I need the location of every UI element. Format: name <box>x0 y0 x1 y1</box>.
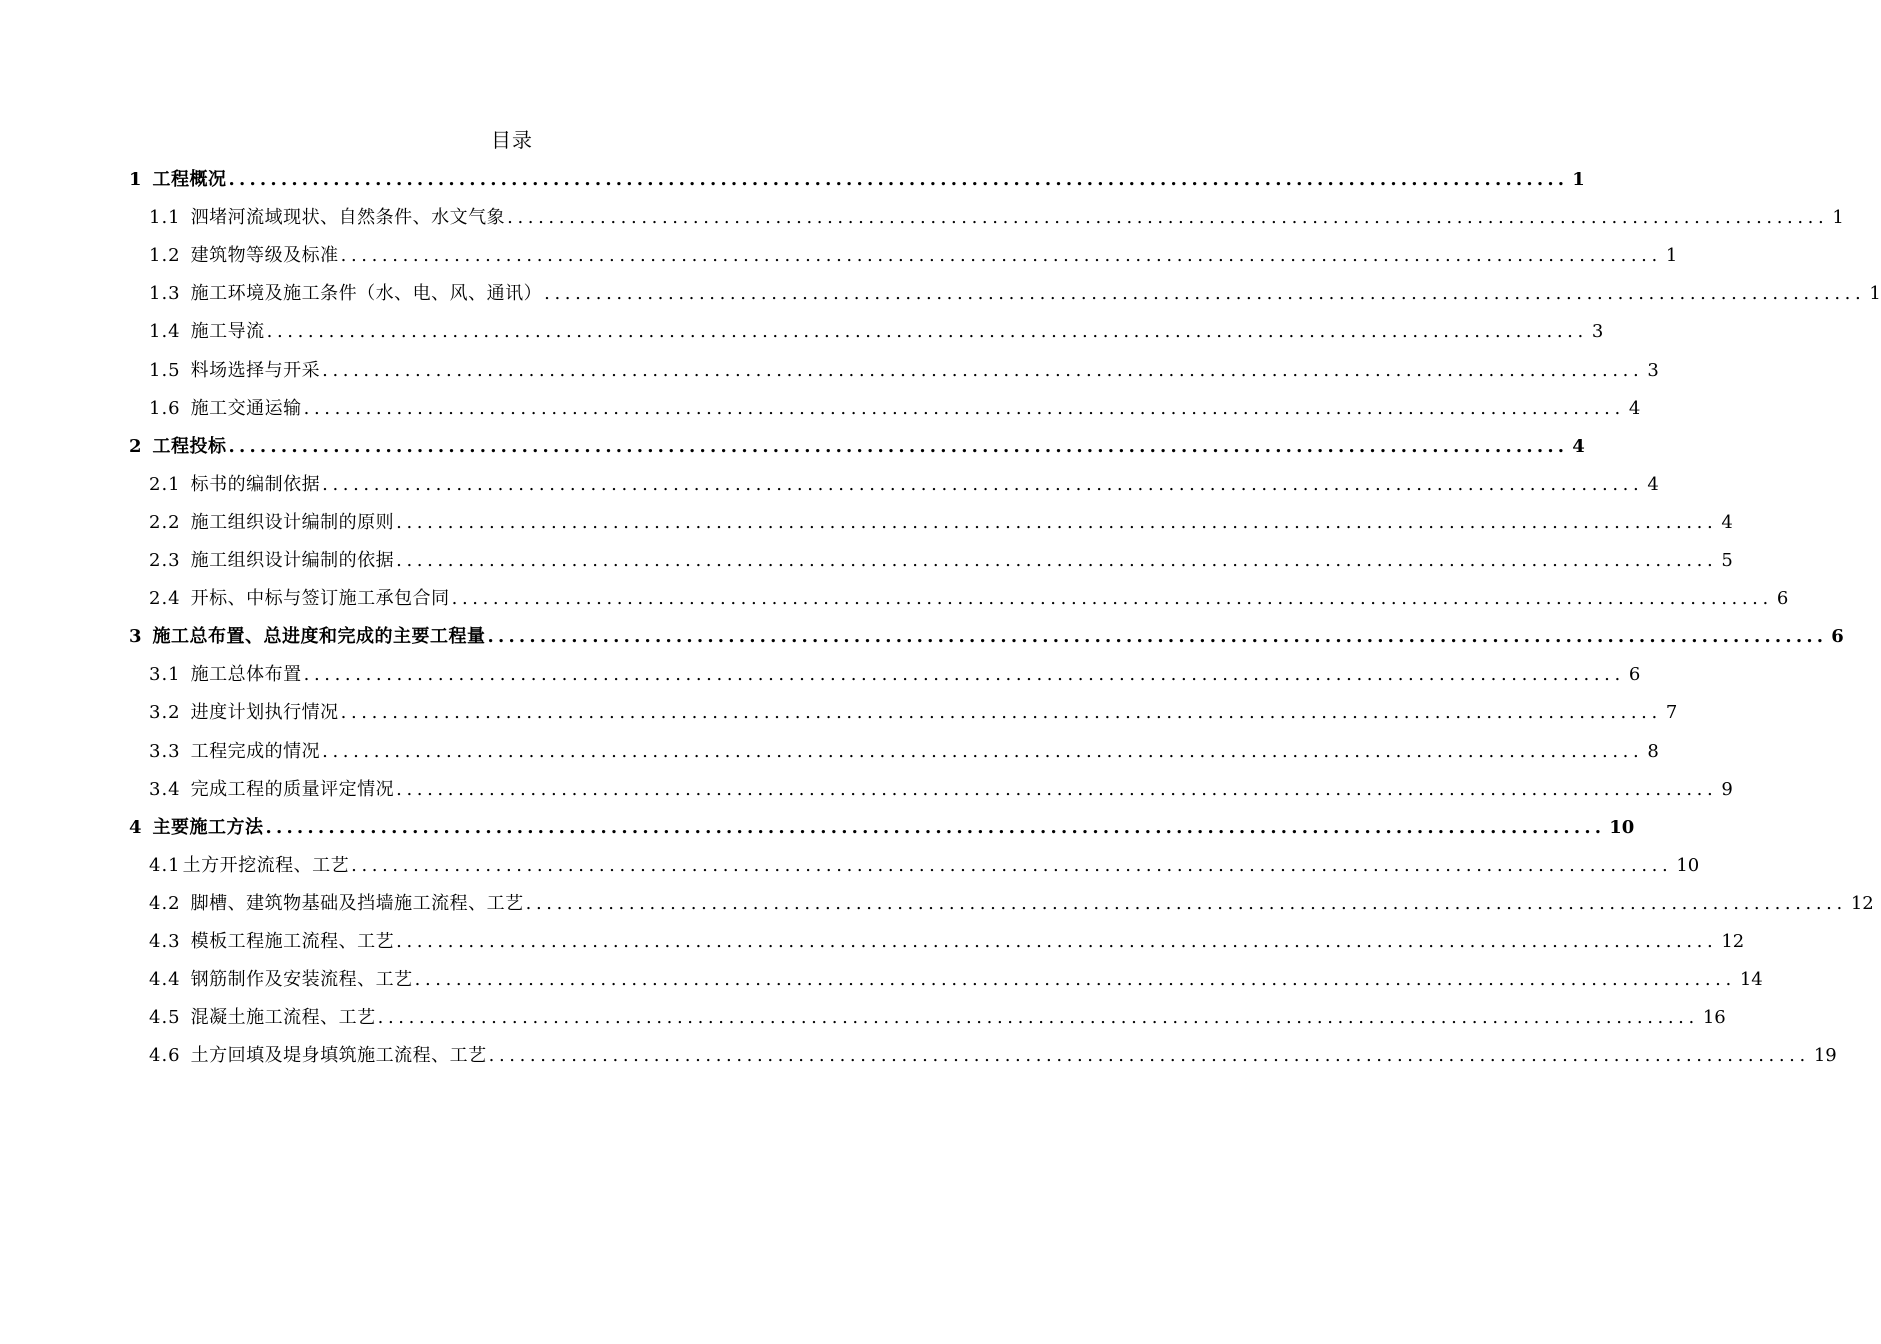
toc-page-number: 9 <box>1721 778 1733 800</box>
toc-page-number: 8 <box>1647 740 1659 762</box>
toc-section-entry[interactable] <box>149 585 1789 613</box>
toc-entry-title: 土方开挖流程、工艺 <box>182 854 350 876</box>
toc-page-number: 3 <box>1647 359 1659 381</box>
toc-dot-leader: ................................................................................................................................ <box>340 702 1662 724</box>
toc-chapter-entry[interactable] <box>129 623 1844 651</box>
toc-entry-title: 脚槽、建筑物基础及挡墙施工流程、工艺 <box>190 892 524 914</box>
toc-dot-leader: ................................................................................................................................ <box>340 245 1662 267</box>
toc-entry-title: 土方回填及堤身填筑施工流程、工艺 <box>190 1045 487 1067</box>
toc-section-entry[interactable] <box>149 509 1733 537</box>
toc-entry-title: 完成工程的质量评定情况 <box>190 778 395 800</box>
toc-entry-number: 1.1 <box>149 207 181 229</box>
toc-page-number: 12 <box>1721 931 1745 952</box>
toc-section-entry[interactable] <box>149 395 1641 423</box>
toc-page-number: 4 <box>1647 473 1659 495</box>
toc-entry-title: 模板工程施工流程、工艺 <box>190 931 395 952</box>
toc-entry-number: 1.2 <box>149 245 181 267</box>
toc-page-number: 1 <box>1572 169 1585 190</box>
toc-chapter-entry[interactable] <box>129 166 1585 194</box>
toc-section-entry[interactable] <box>149 776 1733 804</box>
toc-entry-title: 料场选择与开采 <box>190 359 321 381</box>
toc-dot-leader: ................................................................................................................................ <box>228 169 1569 190</box>
toc-dot-leader: ................................................................................................................................ <box>303 397 1625 419</box>
toc-entry-title: 工程投标 <box>152 435 227 457</box>
toc-entry-title: 施工交通运输 <box>190 397 302 419</box>
toc-chapter-entry[interactable] <box>129 433 1585 461</box>
toc-section-entry[interactable] <box>149 852 1700 880</box>
toc-entry-number: 4 <box>129 816 143 838</box>
toc-entry-number: 3.2 <box>149 702 181 724</box>
toc-entry-number: 1.6 <box>149 397 181 419</box>
toc-section-entry[interactable] <box>149 280 1881 308</box>
toc-dot-leader: ................................................................................................................................ <box>525 892 1847 914</box>
toc-page-number: 12 <box>1850 892 1874 914</box>
toc-entry-number: 4.5 <box>149 1007 181 1029</box>
toc-chapter-entry[interactable] <box>129 814 1635 842</box>
toc-dot-leader: ................................................................................................................................ <box>303 664 1625 686</box>
toc-entry-title: 泗堵河流域现状、自然条件、水文气象 <box>190 207 506 229</box>
toc-entry-title: 主要施工方法 <box>152 816 264 838</box>
toc-section-entry[interactable] <box>149 357 1659 385</box>
toc-section-entry[interactable] <box>149 966 1763 994</box>
toc-dot-leader: ................................................................................................................................ <box>377 1007 1699 1029</box>
toc-dot-leader: ................................................................................................................................ <box>396 550 1718 571</box>
toc-entry-title: 施工组织设计编制的原则 <box>190 511 395 533</box>
toc-page-number: 5 <box>1721 550 1733 571</box>
toc-dot-leader: ................................................................................................................................ <box>351 854 1673 876</box>
toc-page-number: 14 <box>1739 969 1763 991</box>
toc-entry-number: 4.4 <box>149 969 181 991</box>
toc-dot-leader: ................................................................................................................................ <box>228 435 1569 457</box>
toc-section-entry[interactable] <box>149 318 1604 346</box>
toc-dot-leader: ................................................................................................................................ <box>322 359 1644 381</box>
toc-section-entry[interactable] <box>149 890 1874 918</box>
toc-dot-leader: ................................................................................................................................ <box>487 626 1828 648</box>
toc-entry-number: 2.2 <box>149 511 181 533</box>
toc-dot-leader: ................................................................................................................................ <box>266 321 1588 343</box>
toc-page-number: 3 <box>1591 321 1604 343</box>
toc-entry-number: 4.6 <box>149 1045 181 1067</box>
toc-dot-leader: ................................................................................................................................ <box>396 778 1718 800</box>
toc-dot-leader: ................................................................................................................................ <box>396 931 1718 952</box>
toc-section-entry[interactable] <box>149 547 1733 575</box>
toc-entry-title: 施工总体布置 <box>190 664 302 686</box>
toc-page-number: 6 <box>1628 664 1641 686</box>
toc-dot-leader: ................................................................................................................................ <box>396 511 1718 533</box>
toc-section-entry[interactable] <box>149 1042 1837 1070</box>
toc-section-entry[interactable] <box>149 204 1844 232</box>
toc-entry-number: 3.4 <box>149 778 181 800</box>
toc-dot-leader: ................................................................................................................................ <box>451 588 1773 610</box>
toc-entry-title: 进度计划执行情况 <box>190 702 339 724</box>
toc-entry-number: 1.4 <box>149 321 181 343</box>
toc-page-number: 10 <box>1609 816 1635 838</box>
toc-dot-leader: ................................................................................................................................ <box>322 473 1644 495</box>
toc-entry-title: 施工环境及施工条件（水、电、风、通讯） <box>190 283 543 305</box>
toc-section-entry[interactable] <box>149 1004 1726 1032</box>
toc-entry-number: 2.3 <box>149 550 181 571</box>
toc-section-entry[interactable] <box>149 738 1659 766</box>
toc-entry-number: 1 <box>129 169 143 190</box>
toc-title: 目录 <box>491 128 533 152</box>
toc-dot-leader: ................................................................................................................................ <box>544 283 1866 305</box>
toc-page-number: 7 <box>1665 702 1678 724</box>
toc-page-number: 1 <box>1869 283 1881 305</box>
toc-entry-title: 施工总布置、总进度和完成的主要工程量 <box>152 626 486 648</box>
toc-entry-number: 3.1 <box>149 664 181 686</box>
toc-entry-title: 施工导流 <box>190 321 265 343</box>
toc-entry-number: 1.3 <box>149 283 181 305</box>
toc-section-entry[interactable] <box>149 928 1745 956</box>
toc-entry-number: 2 <box>129 435 143 457</box>
toc-entry-number: 4.2 <box>149 892 181 914</box>
toc-entry-title: 混凝土施工流程、工艺 <box>190 1007 376 1029</box>
toc-page-number: 4 <box>1721 511 1733 533</box>
toc-entry-number: 2.1 <box>149 473 181 495</box>
toc-entry-number: 3 <box>129 626 143 648</box>
toc-page-number: 1 <box>1665 245 1678 267</box>
toc-entry-title: 建筑物等级及标准 <box>190 245 339 267</box>
toc-page-number: 16 <box>1702 1007 1726 1029</box>
toc-page-number: 4 <box>1572 435 1585 457</box>
toc-page-number: 6 <box>1776 588 1789 610</box>
toc-page-number: 1 <box>1832 207 1844 229</box>
toc-page-number: 10 <box>1676 854 1700 876</box>
toc-dot-leader: ................................................................................................................................ <box>507 207 1829 229</box>
toc-entry-number: 1.5 <box>149 359 181 381</box>
toc-section-entry[interactable] <box>149 471 1659 499</box>
toc-dot-leader: ................................................................................................................................ <box>488 1045 1810 1067</box>
toc-entry-title: 施工组织设计编制的依据 <box>190 550 395 571</box>
toc-entry-title: 标书的编制依据 <box>190 473 321 495</box>
toc-dot-leader: ................................................................................................................................ <box>322 740 1644 762</box>
toc-entry-number: 3.3 <box>149 740 181 762</box>
toc-entry-number: 4.3 <box>149 931 181 952</box>
toc-page-number: 4 <box>1628 397 1641 419</box>
toc-entry-number: 4.1 <box>149 854 181 876</box>
toc-dot-leader: ................................................................................................................................ <box>265 816 1606 838</box>
toc-entry-title: 钢筋制作及安装流程、工艺 <box>190 969 413 991</box>
toc-page-number: 6 <box>1831 626 1844 648</box>
toc-entry-title: 开标、中标与签订施工承包合同 <box>190 588 450 610</box>
toc-section-entry[interactable] <box>149 661 1641 689</box>
toc-entry-title: 工程完成的情况 <box>190 740 321 762</box>
toc-page-number: 19 <box>1813 1045 1837 1067</box>
toc-section-entry[interactable] <box>149 242 1678 270</box>
toc-entry-title: 工程概况 <box>152 169 227 190</box>
toc-section-entry[interactable] <box>149 699 1678 727</box>
toc-entry-number: 2.4 <box>149 588 181 610</box>
toc-dot-leader: ................................................................................................................................ <box>414 969 1736 991</box>
